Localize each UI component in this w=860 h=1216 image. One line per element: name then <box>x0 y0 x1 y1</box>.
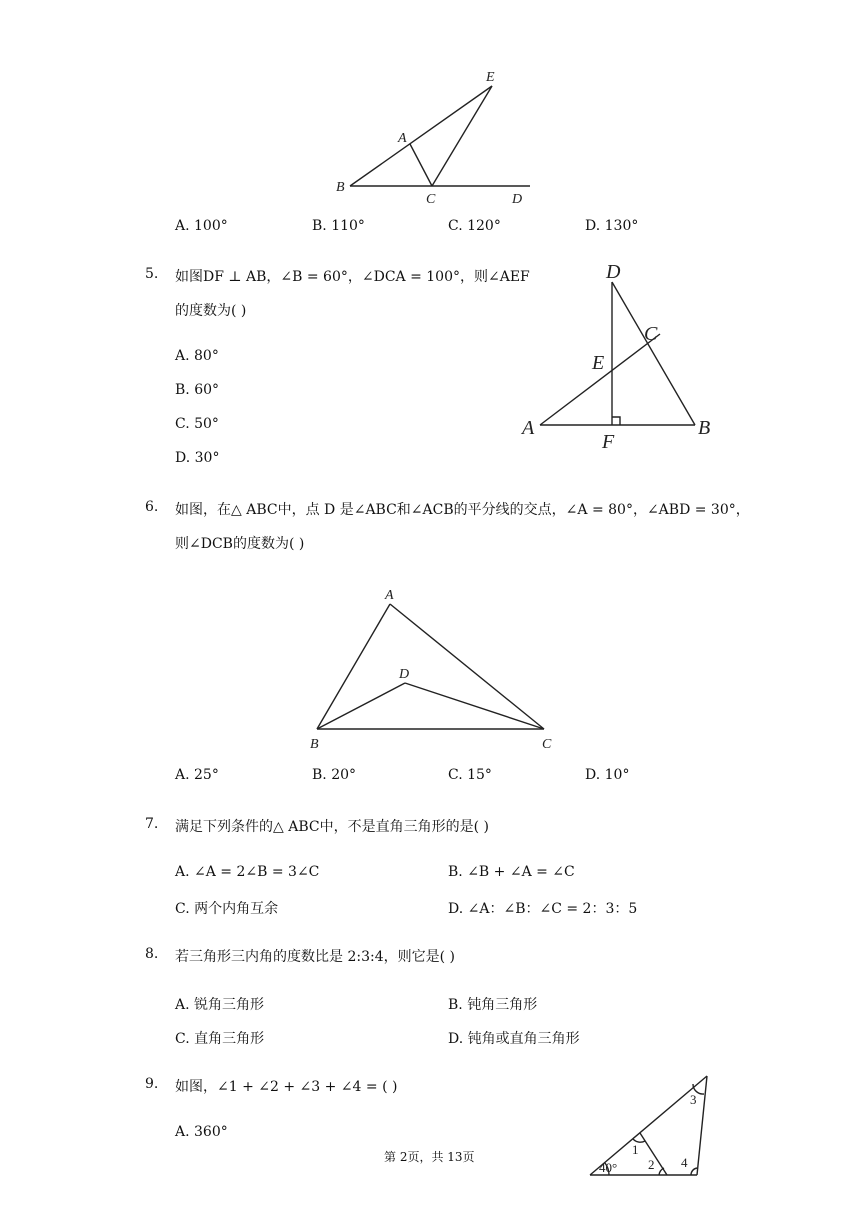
q5-number: 5. <box>145 266 159 282</box>
q6-label-d: D <box>399 667 410 682</box>
q9-stem: 如图，∠1 + ∠2 + ∠3 + ∠4 = ( ) <box>175 1079 398 1095</box>
q7-number: 7. <box>145 816 159 832</box>
q6-label-a: A <box>385 588 394 603</box>
q7-option-c: C. 两个内角互余 <box>175 901 279 917</box>
q7-option-a: A. ∠A = 2∠B = 3∠C <box>175 864 320 880</box>
q4-label-a: A <box>398 131 407 146</box>
q5-label-d: D <box>606 261 621 283</box>
q8-number: 8. <box>145 946 159 962</box>
q9-option-a: A. 360° <box>175 1124 228 1140</box>
q5-label-c: C <box>644 323 658 345</box>
q4-label-d: D <box>512 192 523 207</box>
q8-option-d: D. 钝角或直角三角形 <box>448 1031 580 1047</box>
q4-label-b: B <box>336 180 345 195</box>
q5-label-e: E <box>592 352 605 374</box>
q5-option-d: D. 30° <box>175 450 220 466</box>
q9-label-1: 1 <box>632 1142 639 1157</box>
q6-option-b: B. 20° <box>312 767 357 783</box>
q6-option-d: D. 10° <box>585 767 630 783</box>
q4-figure <box>330 64 530 214</box>
q7-stem: 满足下列条件的△ ABC中，不是直角三角形的是( ) <box>175 819 489 835</box>
q4-label-e: E <box>486 70 495 85</box>
q5-option-c: C. 50° <box>175 416 219 432</box>
q9-label-2: 2 <box>648 1157 655 1172</box>
q9-label-4: 4 <box>681 1155 688 1170</box>
q6-stem-line2: 则∠DCB的度数为( ) <box>175 536 305 552</box>
q8-option-a: A. 锐角三角形 <box>175 997 265 1013</box>
q9-label-3: 3 <box>690 1092 697 1107</box>
q9-figure <box>585 1072 715 1184</box>
q6-label-b: B <box>310 737 319 752</box>
q6-stem-line1: 如图，在△ ABC中，点 D 是∠ABC和∠ACB的平分线的交点，∠A = 80°，∠ABD = 30°， <box>175 502 750 518</box>
q5-label-a: A <box>522 417 535 439</box>
q5-stem-line2: 的度数为( ) <box>175 303 247 319</box>
q8-stem: 若三角形三内角的度数比是 2:3:4，则它是( ) <box>175 949 455 965</box>
q4-option-b: B. 110° <box>312 218 365 234</box>
q4-option-d: D. 130° <box>585 218 639 234</box>
q6-number: 6. <box>145 499 159 515</box>
q7-option-b: B. ∠B + ∠A = ∠C <box>448 864 575 880</box>
q8-option-b: B. 钝角三角形 <box>448 997 538 1013</box>
q9-number: 9. <box>145 1076 159 1092</box>
q4-option-a: A. 100° <box>175 218 228 234</box>
q6-option-a: A. 25° <box>175 767 219 783</box>
q5-label-f: F <box>602 431 615 453</box>
q7-option-d: D. ∠A：∠B：∠C = 2：3：5 <box>448 901 638 917</box>
q4-option-c: C. 120° <box>448 218 501 234</box>
q6-option-c: C. 15° <box>448 767 492 783</box>
q9-label-40: 40° <box>599 1160 618 1175</box>
q6-label-c: C <box>542 737 552 752</box>
page-footer: 第 2页，共 13页 <box>384 1150 475 1164</box>
q6-figure <box>300 582 570 757</box>
q8-option-c: C. 直角三角形 <box>175 1031 265 1047</box>
q5-label-b: B <box>698 417 711 439</box>
q5-option-b: B. 60° <box>175 382 220 398</box>
q5-option-a: A. 80° <box>175 348 219 364</box>
q4-label-c: C <box>426 192 436 207</box>
q5-figure <box>520 258 720 458</box>
q5-stem-line1: 如图DF ⊥ AB，∠B = 60°，∠DCA = 100°，则∠AEF <box>175 269 530 285</box>
